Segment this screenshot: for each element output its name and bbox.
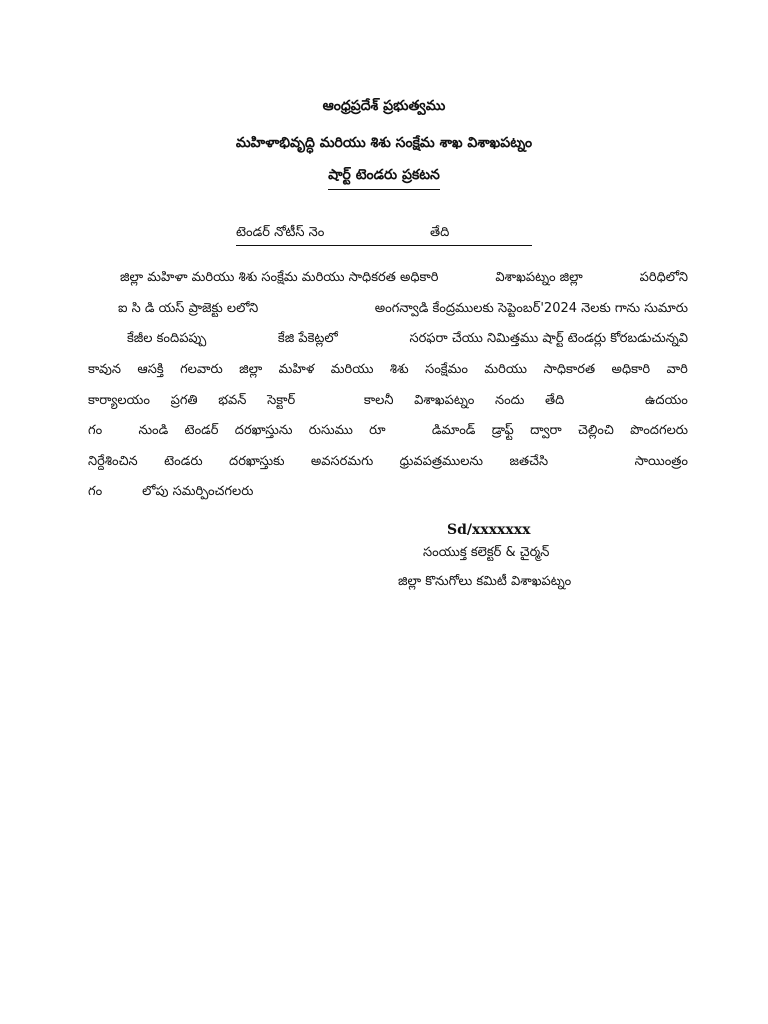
body-segment: డిమాండ్: [431, 423, 476, 438]
body-segment: చెల్లించి: [578, 423, 614, 438]
header-department: [0, 135, 768, 154]
body-segment: కావున: [88, 362, 121, 377]
body-segment: దరఖాస్తుకు: [229, 454, 285, 469]
body-segment: ధ్రువపత్రములను: [399, 454, 484, 469]
header-government: [0, 98, 768, 117]
body-segment: ఆసక్తి: [137, 362, 164, 377]
body-segment: కార్యాలయం: [88, 393, 150, 408]
notice-number-label: టెండర్ నోటీస్ నెం: [236, 225, 430, 246]
body-segment: విశాఖపట్నం జిల్లా: [495, 270, 583, 285]
body-line-2: [118, 301, 688, 319]
body-segment: ప్రగతి: [170, 393, 198, 408]
body-segment: కాలనీ: [363, 393, 394, 408]
body-segment: వారి: [666, 362, 688, 377]
signatory-designation: సంయుక్త కలెక్టర్ & చైర్మన్: [423, 545, 550, 560]
body-segment: సెక్టార్: [267, 393, 296, 408]
body-segment: మహిళ: [278, 362, 315, 377]
short-tender-title: షార్ట్ టెండరు ప్రకటన: [328, 167, 440, 190]
body-line-1: [120, 270, 688, 288]
body-segment: గలవారు: [180, 362, 223, 377]
body-segment: నుండి: [138, 423, 169, 438]
signatory-committee: జిల్లా కొనుగోలు కమిటీ విశాఖపట్నం: [398, 574, 572, 589]
notice-date-label: తేది: [430, 225, 532, 246]
body-segment: కేజీల కందిపప్పు: [127, 331, 207, 346]
body-segment: అధికారి: [611, 362, 651, 377]
header-line1-text: ఆంధ్రప్రదేశ్ ప్రభుత్వము: [322, 98, 446, 114]
body-line-7: [88, 454, 688, 472]
body-segment: పొందగలరు: [630, 423, 688, 438]
body-segment: విశాఖపట్నం: [414, 393, 475, 408]
body-segment: నందు: [494, 393, 525, 408]
body-segment: మరియు: [484, 362, 528, 377]
body-segment: ఐ సి డి యస్ ప్రాజెక్టు లలోని: [118, 301, 259, 316]
header-title: [0, 167, 768, 190]
body-segment: సాధికారత: [543, 362, 596, 377]
body-line-5: [88, 393, 688, 411]
body-segment: గం: [88, 423, 103, 438]
body-segment: సాయింత్రం: [634, 454, 688, 469]
body-segment: ద్వారా: [530, 423, 562, 438]
body-segment: ఉదయం: [645, 393, 688, 408]
body-segment: జిల్లా మహిళా మరియు శిశు సంక్షేమ మరియు సాధికరత అధికారి: [120, 270, 439, 285]
body-segment: కేజి పేకెట్లలో: [277, 331, 338, 346]
signature-mark: Sd/xxxxxxx: [447, 522, 531, 538]
body-segment: లోపు సమర్పించగలరు: [142, 484, 254, 499]
body-segment: దరఖాస్తును: [234, 423, 293, 438]
body-line-4: [88, 362, 688, 380]
body-segment: గం: [88, 484, 103, 499]
body-segment: టెండర్: [184, 423, 219, 438]
body-segment: తేది: [545, 393, 565, 408]
body-segment: రుసుము: [308, 423, 353, 438]
body-segment: భవన్: [218, 393, 247, 408]
body-line-6: [88, 423, 688, 441]
body-segment: పరిధిలోని: [639, 270, 688, 285]
body-segment: శిశు: [389, 362, 409, 377]
body-segment: డ్రాఫ్ట్: [491, 423, 514, 438]
body-line-3: [127, 331, 688, 349]
body-segment: జిల్లా: [239, 362, 263, 377]
body-segment: టెండరు: [164, 454, 203, 469]
body-segment: సరఫరా చేయు నిమిత్తము షార్ట్ టెండర్లు కోరబడుచున్నవి: [409, 331, 688, 346]
body-segment: అంగన్వాడి కేంద్రములకు సెప్టెంబర్'2024 నెలకు గాను సుమారు: [374, 301, 688, 316]
body-segment: నిర్దేశించిన: [88, 454, 138, 469]
body-segment: సంక్షేమం: [425, 362, 468, 377]
body-segment: జతచేసి: [509, 454, 549, 469]
body-line-8: [88, 484, 253, 502]
body-segment: అవసరమగు: [310, 454, 374, 469]
body-segment: రూ: [369, 423, 386, 438]
body-segment: మరియు: [330, 362, 374, 377]
header-line2-text: మహిళాభివృద్ధి మరియు శిశు సంక్షేమ శాఖ విశాఖపట్నం: [235, 135, 533, 151]
notice-number-date-row: [236, 225, 536, 246]
